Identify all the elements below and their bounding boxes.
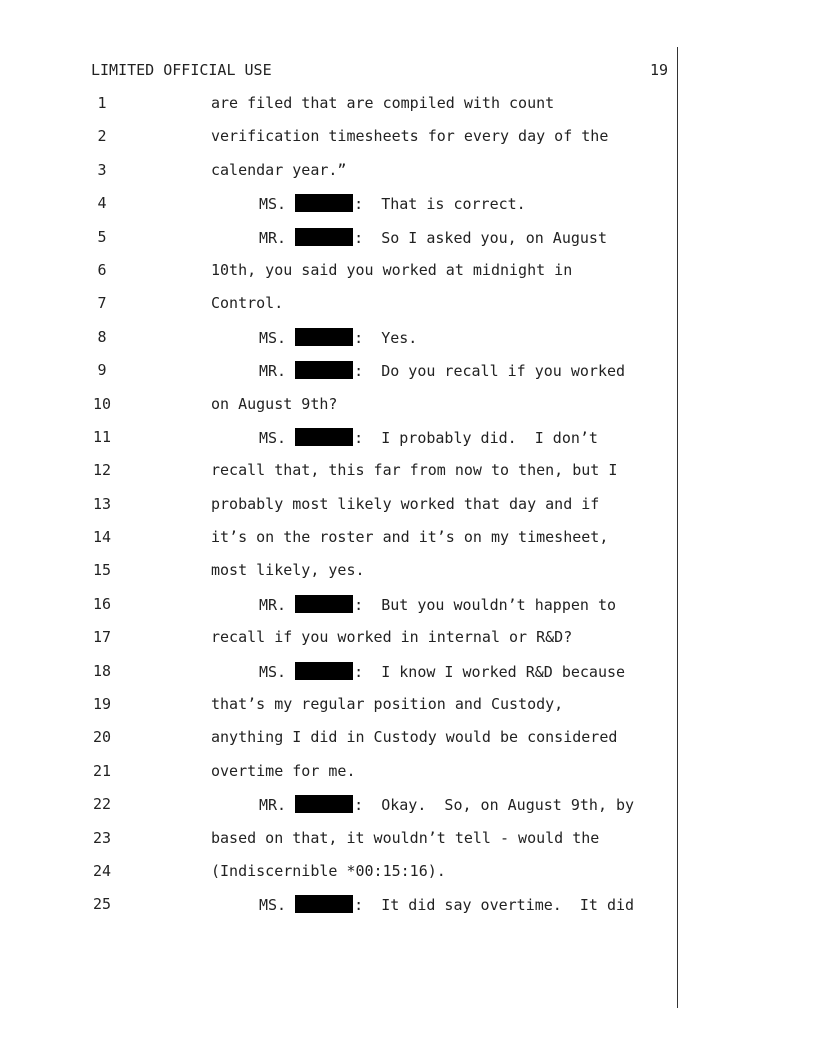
- transcript-line: [0, 595, 816, 628]
- speaker-line: [259, 895, 634, 914]
- speaker-title: MS.: [259, 195, 287, 214]
- line-number: 16: [92, 594, 112, 613]
- transcript-line: [0, 361, 816, 394]
- line-number: 25: [92, 895, 112, 914]
- line-number: 6: [97, 260, 107, 279]
- transcript-line: [0, 495, 816, 528]
- speaker-title: MR.: [259, 595, 287, 614]
- line-text: are filed that are compiled with count: [211, 94, 555, 112]
- redaction-block: [295, 194, 353, 212]
- line-text: recall that, this far from now to then, but I: [211, 461, 618, 480]
- line-text: calendar year.”: [211, 160, 347, 179]
- spoken-text: : That is correct.: [354, 195, 526, 214]
- line-number: 18: [92, 661, 112, 680]
- line-number: 22: [92, 795, 112, 814]
- spoken-text: : Okay. So, on August 9th, by: [354, 796, 635, 815]
- speaker-title: MS.: [259, 896, 287, 915]
- spoken-text: : I know I worked R&D because: [354, 662, 626, 681]
- line-number: 10: [92, 394, 112, 413]
- line-text: most likely, yes.: [211, 561, 365, 580]
- transcript-line: [0, 762, 816, 795]
- line-number: 19: [92, 695, 112, 714]
- line-number: 4: [97, 194, 107, 213]
- speaker-title: MS.: [259, 662, 287, 681]
- transcript-line: [0, 561, 816, 594]
- spoken-text: : I probably did. I don’t: [354, 428, 598, 447]
- speaker-line: [259, 595, 616, 614]
- line-number: 9: [97, 361, 107, 380]
- transcript-line: [0, 228, 816, 261]
- transcript-line: [0, 662, 816, 695]
- transcript-line: [0, 528, 816, 561]
- line-text: 10th, you said you worked at midnight in: [211, 260, 573, 279]
- line-text: overtime for me.: [211, 761, 356, 780]
- line-number: 24: [92, 861, 112, 880]
- redaction-block: [295, 662, 353, 680]
- speaker-title: MR.: [259, 228, 287, 247]
- transcript-line: [0, 728, 816, 761]
- page-number: 19: [649, 61, 668, 79]
- redaction-block: [295, 595, 353, 613]
- spoken-text: : It did say overtime. It did: [354, 896, 635, 915]
- speaker-title: MR.: [259, 796, 287, 815]
- transcript-line: [0, 161, 816, 194]
- line-text: verification timesheets for every day of the: [211, 127, 609, 146]
- line-number: 5: [97, 227, 107, 246]
- line-number: 1: [97, 94, 107, 112]
- line-text: on August 9th?: [211, 394, 338, 413]
- transcript-line: [0, 895, 816, 928]
- speaker-line: [259, 328, 417, 347]
- transcript-line: [0, 461, 816, 494]
- line-number: 14: [92, 528, 112, 547]
- spoken-text: : But you wouldn’t happen to: [354, 595, 617, 614]
- line-number: 23: [92, 828, 112, 847]
- speaker-line: [259, 228, 607, 247]
- redaction-block: [295, 361, 353, 379]
- line-text: it’s on the roster and it’s on my timesheet,: [211, 528, 609, 547]
- line-number: 17: [92, 628, 112, 647]
- transcript-line: [0, 862, 816, 895]
- classification-header: LIMITED OFFICIAL USE: [91, 61, 272, 79]
- redaction-block: [295, 428, 353, 446]
- redaction-block: [295, 795, 353, 813]
- transcript-line: [0, 328, 816, 361]
- line-number: 13: [92, 494, 112, 513]
- line-number: 7: [97, 294, 107, 313]
- transcript-line: [0, 127, 816, 160]
- line-number: 2: [97, 127, 107, 146]
- speaker-title: MR.: [259, 362, 287, 381]
- line-number: 12: [92, 461, 112, 480]
- line-number: 20: [92, 728, 112, 747]
- speaker-line: [259, 662, 625, 681]
- spoken-text: : So I asked you, on August: [354, 228, 607, 247]
- transcript-line: [0, 261, 816, 294]
- line-number: 11: [92, 427, 112, 446]
- line-number: 8: [97, 327, 107, 346]
- transcript-line: [0, 94, 816, 127]
- redaction-block: [295, 228, 353, 246]
- speaker-title: MS.: [259, 428, 287, 447]
- transcript-line: [0, 628, 816, 661]
- line-text: anything I did in Custody would be considered: [211, 728, 618, 747]
- speaker-line: [259, 361, 625, 380]
- line-text: recall if you worked in internal or R&D?: [211, 628, 573, 647]
- line-text: (Indiscernible *00:15:16).: [211, 861, 446, 880]
- line-number: 3: [97, 160, 107, 179]
- transcript-line: [0, 428, 816, 461]
- redaction-block: [295, 328, 353, 346]
- speaker-line: [259, 428, 598, 447]
- redaction-block: [295, 895, 353, 913]
- line-number: 21: [92, 761, 112, 780]
- transcript-body: [0, 94, 816, 929]
- line-number: 15: [92, 561, 112, 580]
- spoken-text: : Do you recall if you worked: [354, 362, 626, 381]
- line-text: that’s my regular position and Custody,: [211, 695, 564, 714]
- transcript-line: [0, 194, 816, 227]
- speaker-title: MS.: [259, 328, 287, 347]
- transcript-line: [0, 695, 816, 728]
- speaker-line: [259, 194, 526, 213]
- transcript-line: [0, 829, 816, 862]
- speaker-line: [259, 795, 634, 814]
- spoken-text: : Yes.: [354, 328, 418, 347]
- transcript-line: [0, 795, 816, 828]
- line-text: Control.: [211, 294, 284, 313]
- transcript-line: [0, 294, 816, 327]
- transcript-line: [0, 395, 816, 428]
- line-text: probably most likely worked that day and if: [211, 494, 600, 513]
- line-text: based on that, it wouldn’t tell - would the: [211, 828, 600, 847]
